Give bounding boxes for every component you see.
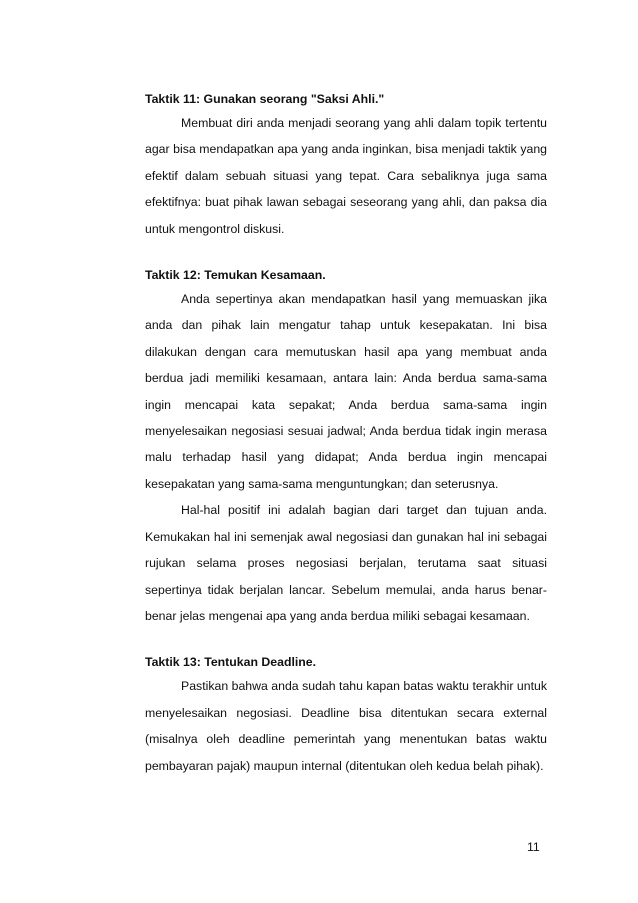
document-page bbox=[145, 88, 547, 801]
paragraph: Hal-hal positif ini adalah bagian dari target dan tujuan anda. Kemukakan hal ini semenjak awal negosiasi dan gunakan hal ini sebagai rujukan selama proses negosiasi berjalan, terutama saat situasi sepertinya tidak berjalan lancar. Sebelum memulai, anda harus benar-benar jelas mengenai apa yang anda berdua miliki sebagai kesamaan. bbox=[145, 503, 547, 623]
section-heading: Taktik 13: Tentukan Deadline. bbox=[145, 655, 317, 670]
section-heading: Taktik 11: Gunakan seorang "Saksi Ahli." bbox=[145, 92, 385, 106]
page-number: 11 bbox=[527, 840, 540, 854]
section-taktik-11 bbox=[145, 88, 547, 242]
section-heading: Taktik 12: Temukan Kesamaan. bbox=[145, 268, 326, 283]
paragraph: Membuat diri anda menjadi seorang yang ahli dalam topik tertentu agar bisa mendapatkan apa yang anda inginkan, bisa menjadi taktik yang efektif dalam sebuah situasi yang tepat. Cara sebaliknya juga sama efektifnya: buat pihak lawan sebagai seseorang yang ahli, dan paksa dia untuk mengontrol diskusi. bbox=[145, 116, 547, 236]
section-taktik-13 bbox=[145, 651, 547, 779]
paragraph: Anda sepertinya akan mendapatkan hasil yang memuaskan jika anda dan pihak lain mengatur tahap untuk kesepakatan. Ini bisa dilakukan dengan cara memutuskan hasil apa yang membuat anda berdua jadi memiliki kesamaan, antara lain: Anda berdua sama-sama ingin mencapai kata sepakat; Anda berdua sama-sama ingin menyelesaikan negosiasi sesuai jadwal; Anda berdua tidak ingin merasa malu terhadap hasil yang didapat; Anda berdua ingin mencapai kesepakatan yang sama-sama menguntungkan; dan seterusnya. bbox=[145, 292, 547, 491]
section-taktik-12 bbox=[145, 264, 547, 629]
paragraph: Pastikan bahwa anda sudah tahu kapan batas waktu terakhir untuk menyelesaikan negosiasi. Deadline bisa ditentukan secara external (misalnya oleh deadline pemerintah yang menentukan batas waktu pembayaran pajak) maupun internal (ditentukan oleh kedua belah pihak). bbox=[145, 679, 547, 773]
